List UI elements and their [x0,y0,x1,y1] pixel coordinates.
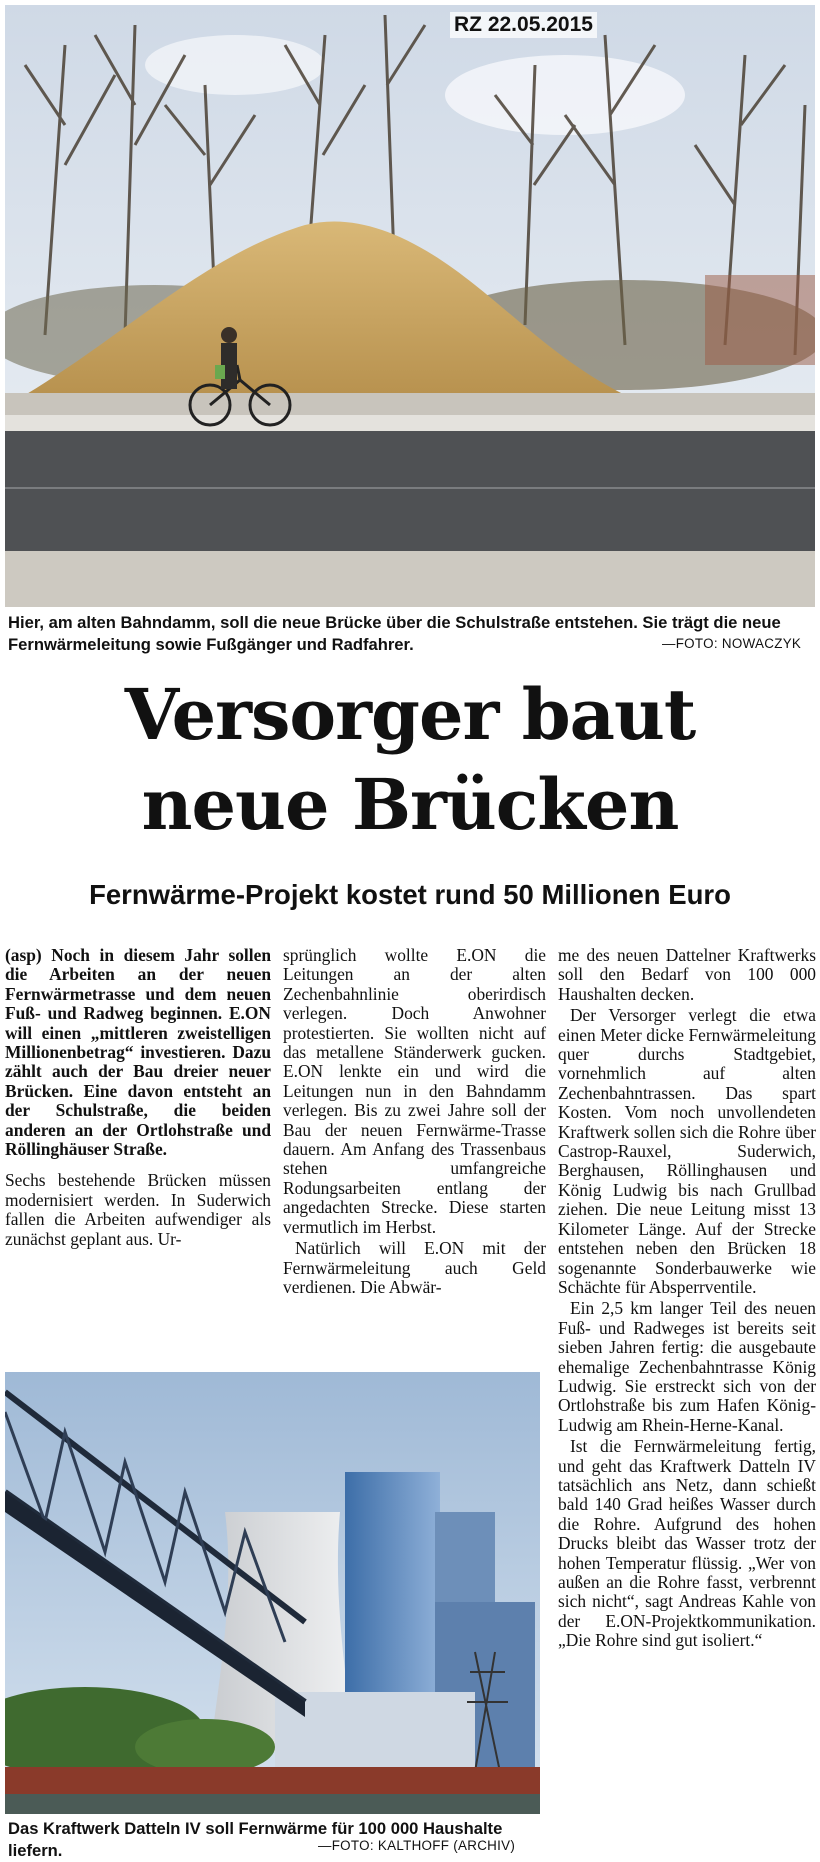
article-paragraph-5: Ist die Fernwärmeleitung fertig, und geht das Kraftwerk Datteln IV tatsächlich ans Netz, dann schießt bald 140 Grad heißes Wasser durch die Rohre. Aufgrund des hohen Drucks bleibt das Wasser trotz der hohen Temperatur flüssig. „Wer von außen an die Rohre fasst, verbrennt sich nicht“, sagt Andreas Kahle von der E.ON-Projektkommunikation. „Die Rohre sind gut isoliert.“ [558,1436,816,1651]
bottom-photo [5,1372,540,1814]
article-paragraph-3: Der Versorger verlegt die etwa einen Meter dicke Fernwärmeleitung quer durchs Stadtgebiet, vornehmlich auf alten Zechenbahntrassen. Das spart Kosten. Vom noch unvollendeten Kraftwerk sollen sich die Rohre über Castrop-Rauxel, Suderwich, Berghausen, Röllinghausen und König Ludwig bis nach Grullbad ziehen. Die neue Leitung misst 13 Kilometer Länge. Auf der Strecke entstehen neben den Brücken 18 sogenannte Sonderbauwerke wie Schächte für Absperrventile. [558,1005,816,1297]
bottom-photo-caption: Das Kraftwerk Datteln IV soll Fernwärme für 100 000 Haushalte liefern. [8,1819,503,1860]
bottom-photo-credit: —FOTO: KALTHOFF (ARCHIV) [318,1838,516,1853]
headline [0,670,820,850]
article-lead: (asp) Noch in diesem Jahr sollen die Arbeiten an der neuen Fernwärmetrasse und dem neuen Fuß- und Radweg beginnen. E.ON will einen „mittleren zweistelligen Millionenbetrag“ investieren. Dazu zählt auch der Bau dreier neuer Brücken. Eine davon entsteht an der Schulstraße, die beiden anderen an der Ortlohstraße und Röllinghäuser Straße. [5,945,271,1160]
article-column-1 [5,946,271,1249]
headline-line-1: Versorger baut [124,673,696,756]
subheadline: Fernwärme-Projekt kostet rund 50 Millionen Euro [89,879,731,910]
article-paragraph-2: Natürlich will E.ON mit der Fernwärmeleitung auch Geld verdienen. Die Abwär- [283,1238,546,1297]
date-stamp: RZ 22.05.2015 [450,12,597,38]
article-column-3 [558,946,816,1651]
article-paragraph-2-continued: me des neuen Dattelner Kraftwerks soll den Bedarf von 100 000 Haushalten decken. [558,945,816,1004]
article-paragraph-1: Sechs bestehende Brücken müssen modernisiert werden. In Suderwich fallen die Arbeiten aufwendiger als zunächst geplant aus. Ur- [5,1170,271,1249]
top-photo-credit: —FOTO: NOWACZYK [662,636,802,651]
article-column-2 [283,946,546,1297]
top-photo-caption: Hier, am alten Bahndamm, soll die neue Brücke über die Schulstraße entstehen. Sie trägt die neue Fernwärmeleitung sowie Fußgänger und Radfahrer. [8,613,781,654]
top-photo [5,5,815,607]
article-paragraph-1-continued: sprünglich wollte E.ON die Leitungen an der alten Zechenbahnlinie oberirdisch verlegen. Doch Anwohner protestierten. Sie wollten nicht auf das metallene Ständerwerk gucken. E.ON lenkte ein und wird die Leitungen nun in den Bahndamm verlegen. Bis zu zwei Jahre soll der Bau der neuen Fernwärme-Trasse dauern. Am Anfang des Trassenbaus stehen umfangreiche Rodungsarbeiten entlang der angedachten Strecke. Diese starten vermutlich im Herbst. [283,945,546,1237]
article-paragraph-4: Ein 2,5 km langer Teil des neuen Fuß- und Radweges ist bereits seit sieben Jahren fertig: die ausgebaute ehemalige Zechenbahntrasse König Ludwig. Sie erstreckt sich von der Ortlohstraße bis zum Hafen König-Ludwig am Rhein-Herne-Kanal. [558,1298,816,1435]
headline-line-2: neue Brücken [141,763,679,846]
